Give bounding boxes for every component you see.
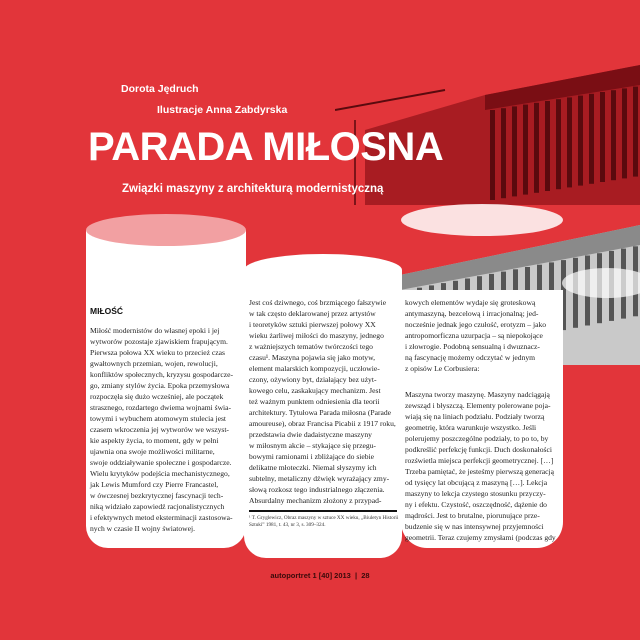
building-window xyxy=(534,103,539,193)
text-line: czasu¹. Maszyna pojawia się jako motyw, xyxy=(249,353,375,362)
text-line: przedstawia dwie dadaistyczne maszyny xyxy=(249,430,372,439)
page-footer: autoportret 1 [40] 2013 | 28 xyxy=(270,571,370,580)
text-line: i teoretyków sztuki pierwszej połowy XX xyxy=(249,320,376,329)
text-line: rozpoczęła się dużo wcześniej, ale początek xyxy=(90,392,224,401)
text-line: geometrię, która warunkuje wszystko. Jeśli xyxy=(405,423,537,432)
text-line: swoje oddziaływanie społeczne i gospodarcze. xyxy=(90,458,232,467)
building-window xyxy=(567,97,572,187)
text-line: bowymi ramionami i zbliżające do siebie xyxy=(249,452,375,461)
subtitle: Związki maszyny z architekturą modernistyczną xyxy=(122,183,384,195)
text-line: subtelny, metaliczny dźwięk wyrażający zmy- xyxy=(249,474,390,483)
text-line: go, zmiany stylów życia. Epoka przemysłowa xyxy=(90,381,230,390)
text-line: architektury. Tytułowa Parada miłosna (Parade xyxy=(249,408,392,417)
text-line: gwałtownych przemian, wojen, rewolucji, xyxy=(90,359,218,368)
column-2-text xyxy=(249,297,399,506)
text-line: strasznego, rozdartego dwiema wojnami świa- xyxy=(90,403,232,412)
building-window xyxy=(490,110,495,200)
text-line: Miłość modernistów do własnej epoki i jej xyxy=(90,326,220,335)
text-line: budzenie się w nas intensywnej przyjemności xyxy=(405,522,544,531)
building-window xyxy=(501,108,506,198)
text-line: od tysięcy lat obcującą z maszyną […]. Lekcja xyxy=(405,478,548,487)
column-3-text xyxy=(405,297,560,374)
text-line: z ważniejszych tematów twórczości tego xyxy=(249,342,373,351)
text-line: wieku żarliwej miłości do maszyny, jednego xyxy=(249,331,384,340)
text-line: ną fascynację możemy odczytać w jednym xyxy=(405,353,536,362)
building-window xyxy=(633,87,638,177)
text-line: kie aspekty życia, to moment, gdy w pełni xyxy=(90,436,219,445)
text-line: kowych elementów wydaje się groteskową xyxy=(405,298,536,307)
column-2-cap xyxy=(244,254,402,286)
column-1-cap xyxy=(86,214,246,246)
text-line: też ważnym punktem odniesienia dla teorii xyxy=(249,397,380,406)
text-line: ujawnia ona swoje możliwości militarne, xyxy=(90,447,215,456)
text-line: Absurdalny mechanizm złożony z przypad- xyxy=(249,496,382,505)
column-3-quote xyxy=(405,389,560,543)
text-line: z opisów Le Corbusiera: xyxy=(405,364,480,373)
text-line: Jest coś dziwnego, coś brzmiącego fałszywie xyxy=(249,298,387,307)
text-line: amoureuse), obraz Francisa Picabii z 1917 roku, xyxy=(249,419,396,428)
text-line: niką widziało zapowiedź racjonalistycznych xyxy=(90,502,225,511)
text-line: rozświetla miejsca perfekcji geometrycznej. […] xyxy=(405,456,554,465)
text-line: czony, ożywiony byt, działający bez użyt- xyxy=(249,375,377,384)
page-title: PARADA MIŁOSNA xyxy=(88,125,444,169)
text-line: Wielu krytyków podejścia mechanistycznego, xyxy=(90,469,230,478)
text-line: nych w czasie II wojny światowej. xyxy=(90,524,196,533)
text-line: podkreślić perfekcję funkcji. Duch doskonałości xyxy=(405,445,552,454)
building-window xyxy=(600,92,605,182)
text-line: Maszyna tworzy maszynę. Maszyny nadciągają xyxy=(405,390,550,399)
text-line: i złowrogie. Podobną sensualną i dwuznacz- xyxy=(405,342,540,351)
building-window xyxy=(622,88,627,178)
building-window xyxy=(589,94,594,184)
text-line: słową rozkosz tego industrialnego złączenia. xyxy=(249,485,385,494)
column-1-text xyxy=(90,325,242,534)
column-3-cap xyxy=(401,204,563,236)
illustrator: Ilustracje Anna Zabdyrska xyxy=(157,104,288,116)
text-line: w ówczesnej bezkrytycznej fascynacji tech- xyxy=(90,491,224,500)
text-line: antymaszyną, bezcelową i irracjonalną; jed- xyxy=(405,309,539,318)
text-line: Trzeba pamiętać, że jesteśmy pierwszą generacją xyxy=(405,467,554,476)
text-line: zewsząd i błyszczą. Elementy polerowane poja- xyxy=(405,401,551,410)
text-line: polerujemy poszczególne podziały, to po to, by xyxy=(405,434,549,443)
building-window xyxy=(512,106,517,196)
text-line: jak Lewis Mumford czy Pierre Francastel, xyxy=(90,480,219,489)
section-heading: MIŁOŚĆ xyxy=(90,306,124,316)
text-line: mądrości. Jest to brutalne, piorunujące prze- xyxy=(405,511,540,520)
building-window xyxy=(578,96,583,186)
text-line: maszyny to lekcja czystego stosunku przyczy- xyxy=(405,489,546,498)
footnote: ¹ T. Gryglewicz, Obraz maszyny w sztuce XX wieku, „Biuletyn Historii Sztuki” 1981, t. 43, nr 3, s. 309–324. xyxy=(249,515,399,528)
text-line: kowego celu, zaskakujący mechanizm. Jest xyxy=(249,386,381,395)
text-line: konfliktów społecznych, kryzysu gospodarcze- xyxy=(90,370,233,379)
text-line: element malarskich kompozycji, uczłowie- xyxy=(249,364,380,373)
text-line: wiają się na liniach podziału. Podziały tworzą xyxy=(405,412,545,421)
building-window xyxy=(556,99,561,189)
footnote-rule xyxy=(249,510,397,512)
text-line: i efektywnych metod eksterminacji zastosowa- xyxy=(90,513,233,522)
text-line: delikatne młoteczki. Niemal słyszymy ich xyxy=(249,463,377,472)
building-window xyxy=(611,90,616,180)
author: Dorota Jędruch xyxy=(121,83,199,95)
building-illustration-top xyxy=(335,35,640,205)
text-line: geometrii. Teraz czujemy zmysłami (podczas gdy xyxy=(405,533,556,542)
text-line: towymi i wybuchem atomowym stulecia jest xyxy=(90,414,227,423)
building-window xyxy=(545,101,550,191)
text-line: czasem wkroczenia jej wytworów we wszyst- xyxy=(90,425,229,434)
text-line: w miłosnym akcie – stykające się przegu- xyxy=(249,441,376,450)
building-window xyxy=(523,105,528,195)
text-line: wytworów pozostaje zjawiskiem frapującym. xyxy=(90,337,228,346)
text-line: Pierwsza połowa XX wieku to przecież czas xyxy=(90,348,225,357)
text-line: w tak często deklarowanej przez artystów xyxy=(249,309,376,318)
text-line: ny i efektu. Czystość, oszczędność, dążenie do xyxy=(405,500,547,509)
text-line: antropomorficzna uzurpacja – są niepokojące xyxy=(405,331,543,340)
text-line: nocześnie jednak jego czułość, erotyzm – jako xyxy=(405,320,547,329)
